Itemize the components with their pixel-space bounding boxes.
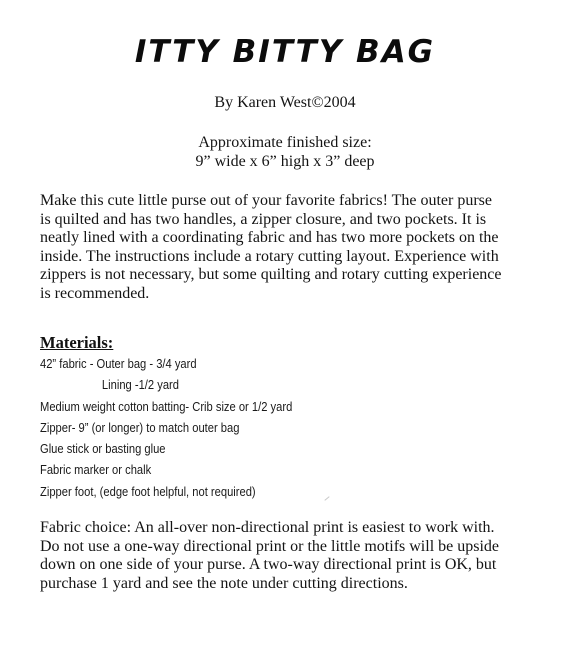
intro-line: is recommended. [40,284,150,302]
finished-size-value: 9” wide x 6” high x 3” deep [195,153,375,170]
author-byline: By Karen West©2004 [214,94,356,111]
finished-size-label: Approximate finished size: [198,134,372,151]
intro-line: inside. The instructions include a rotary cutting layout. Experience with [40,247,499,265]
fabric-choice-line: purchase 1 yard and see the note under cutting directions. [40,574,408,592]
materials-item: Glue stick or basting glue [40,441,166,457]
materials-item: Medium weight cotton batting- Crib size or 1/2 yard [40,398,293,414]
document-title: ITTY BITTY BAG [134,34,436,70]
materials-item: Zipper- 9” (or longer) to match outer bag [40,419,240,435]
scan-speck [324,496,329,501]
fabric-choice-line: Do not use a one-way directional print or the little motifs will be upside [40,537,500,555]
materials-item: Lining -1/2 yard [101,377,179,393]
fabric-choice-line: Fabric choice: An all-over non-directional print is easiest to work with. [40,519,495,536]
intro-line: zippers is not necessary, but some quilting and rotary cutting experience [40,266,502,283]
intro-paragraph [40,192,540,303]
intro-line: neatly lined with a coordinating fabric and has two more pockets on the [40,229,499,246]
materials-heading: Materials: [40,333,114,352]
materials-item: Zipper foot, (edge foot helpful, not required) [40,483,256,499]
intro-line: Make this cute little purse out of your favorite fabrics! The outer purse [40,192,493,209]
materials-list [40,353,292,502]
fabric-choice-paragraph [40,519,540,593]
fabric-choice-line: down on one side of your purse. A two-way directional print is OK, but [40,556,497,573]
intro-line: is quilted and has two handles, a zipper closure, and two pockets. It is [40,210,487,228]
materials-item: 42” fabric - Outer bag - 3/4 yard [40,356,197,371]
materials-item: Fabric marker or chalk [40,462,152,478]
